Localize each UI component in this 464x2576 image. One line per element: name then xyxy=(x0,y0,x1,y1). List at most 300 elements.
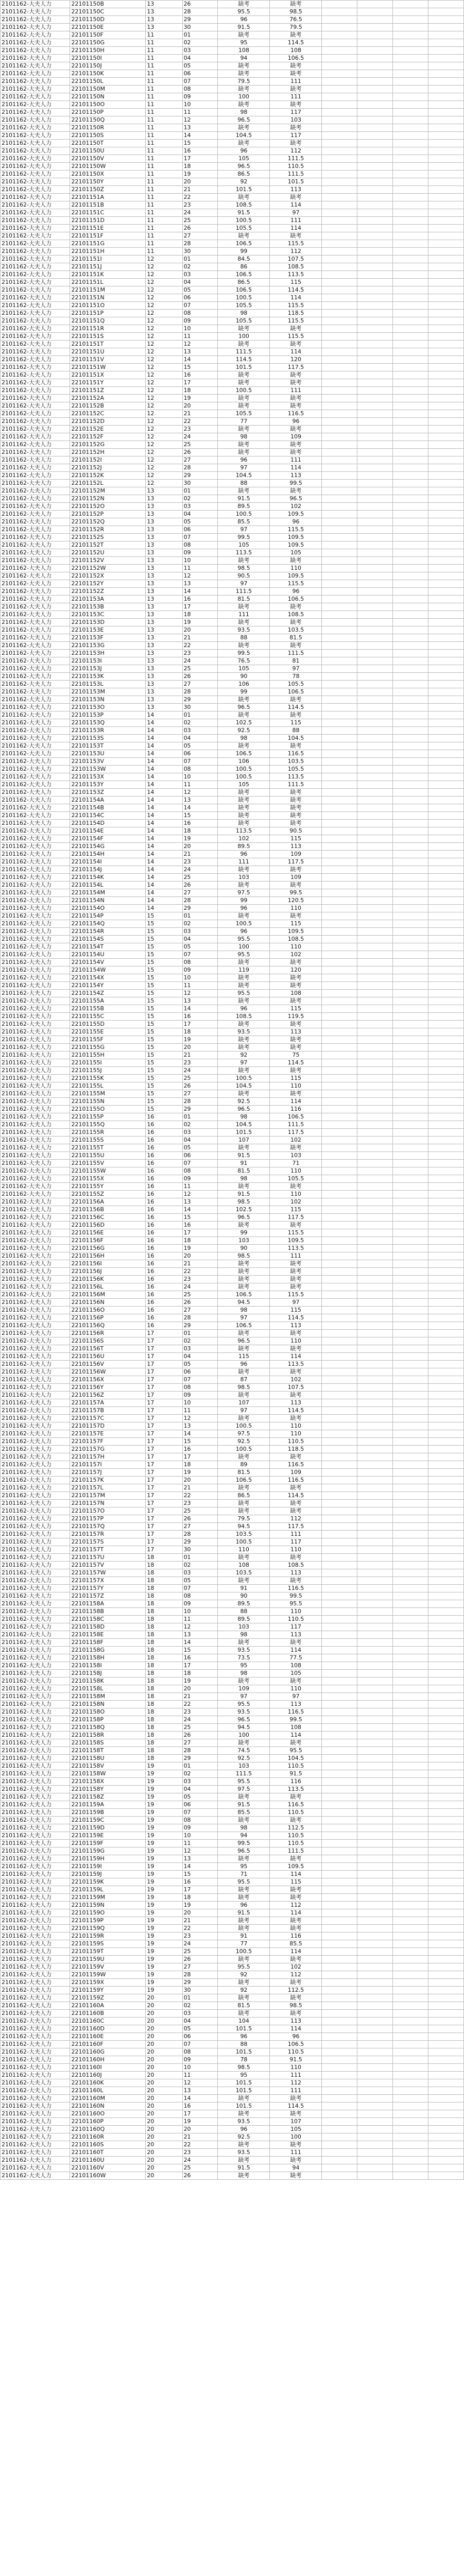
empty-cell[interactable] xyxy=(393,1840,428,1848)
empty-cell[interactable] xyxy=(393,1191,428,1198)
score-1-cell[interactable]: 111.5 xyxy=(218,1770,270,1778)
exam-number-cell[interactable]: 22101150P xyxy=(70,109,146,116)
empty-cell[interactable] xyxy=(428,1477,464,1484)
seat-cell[interactable]: 06 xyxy=(182,1368,218,1376)
empty-cell[interactable] xyxy=(393,526,428,534)
empty-cell[interactable] xyxy=(322,1098,357,1106)
room-cell[interactable]: 12 xyxy=(146,410,182,418)
applicant-cell[interactable]: 2101162-大夫人力 xyxy=(1,997,70,1005)
score-2-cell[interactable]: 113 xyxy=(270,1399,322,1407)
room-cell[interactable]: 19 xyxy=(146,1809,182,1817)
seat-cell[interactable]: 08 xyxy=(182,541,218,549)
empty-cell[interactable] xyxy=(393,1894,428,1902)
empty-cell[interactable] xyxy=(322,1871,357,1878)
empty-cell[interactable] xyxy=(322,31,357,39)
empty-cell[interactable] xyxy=(322,711,357,719)
score-2-cell[interactable]: 114 xyxy=(270,1948,322,1956)
empty-cell[interactable] xyxy=(322,1090,357,1098)
empty-cell[interactable] xyxy=(322,1368,357,1376)
exam-number-cell[interactable]: 22101154J xyxy=(70,866,146,874)
empty-cell[interactable] xyxy=(357,1307,393,1314)
room-cell[interactable]: 15 xyxy=(146,928,182,936)
seat-cell[interactable]: 15 xyxy=(182,812,218,820)
empty-cell[interactable] xyxy=(357,2133,393,2141)
empty-cell[interactable] xyxy=(428,2079,464,2087)
empty-cell[interactable] xyxy=(393,1361,428,1368)
empty-cell[interactable] xyxy=(393,2110,428,2118)
score-1-cell[interactable]: 缺考 xyxy=(218,62,270,70)
empty-cell[interactable] xyxy=(428,882,464,889)
applicant-cell[interactable]: 2101162-大夫人力 xyxy=(1,1191,70,1198)
room-cell[interactable]: 11 xyxy=(146,109,182,116)
score-2-cell[interactable]: 90.5 xyxy=(270,827,322,835)
empty-cell[interactable] xyxy=(393,1237,428,1245)
score-2-cell[interactable]: 108 xyxy=(270,1662,322,1670)
applicant-cell[interactable]: 2101162-大夫人力 xyxy=(1,1546,70,1554)
empty-cell[interactable] xyxy=(428,1052,464,1059)
seat-cell[interactable]: 20 xyxy=(182,1252,218,1260)
empty-cell[interactable] xyxy=(322,766,357,773)
empty-cell[interactable] xyxy=(428,1368,464,1376)
empty-cell[interactable] xyxy=(428,1817,464,1824)
seat-cell[interactable]: 07 xyxy=(182,1809,218,1817)
room-cell[interactable]: 19 xyxy=(146,1987,182,1994)
empty-cell[interactable] xyxy=(322,16,357,24)
empty-cell[interactable] xyxy=(357,1716,393,1724)
empty-cell[interactable] xyxy=(322,1616,357,1623)
empty-cell[interactable] xyxy=(322,1600,357,1608)
empty-cell[interactable] xyxy=(322,1538,357,1546)
exam-number-cell[interactable]: 22101159L xyxy=(70,1886,146,1894)
seat-cell[interactable]: 01 xyxy=(182,487,218,495)
room-cell[interactable]: 13 xyxy=(146,611,182,619)
empty-cell[interactable] xyxy=(357,286,393,294)
exam-number-cell[interactable]: 22101159Z xyxy=(70,1994,146,2002)
empty-cell[interactable] xyxy=(393,572,428,580)
empty-cell[interactable] xyxy=(357,851,393,858)
empty-cell[interactable] xyxy=(322,804,357,812)
seat-cell[interactable]: 11 xyxy=(182,1407,218,1415)
exam-number-cell[interactable]: 22101153Z xyxy=(70,789,146,796)
empty-cell[interactable] xyxy=(428,588,464,596)
room-cell[interactable]: 13 xyxy=(146,588,182,596)
exam-number-cell[interactable]: 22101150R xyxy=(70,124,146,132)
exam-number-cell[interactable]: 22101160W xyxy=(70,2172,146,2180)
empty-cell[interactable] xyxy=(428,2157,464,2164)
empty-cell[interactable] xyxy=(322,626,357,634)
empty-cell[interactable] xyxy=(428,1167,464,1175)
score-1-cell[interactable]: 缺考 xyxy=(218,1036,270,1044)
seat-cell[interactable]: 19 xyxy=(182,2118,218,2126)
room-cell[interactable]: 19 xyxy=(146,1940,182,1948)
score-1-cell[interactable]: 104.5 xyxy=(218,132,270,140)
applicant-cell[interactable]: 2101162-大夫人力 xyxy=(1,78,70,86)
empty-cell[interactable] xyxy=(393,750,428,758)
empty-cell[interactable] xyxy=(393,866,428,874)
empty-cell[interactable] xyxy=(357,232,393,240)
empty-cell[interactable] xyxy=(428,1531,464,1538)
exam-number-cell[interactable]: 22101156Y xyxy=(70,1384,146,1392)
exam-number-cell[interactable]: 22101155B xyxy=(70,1005,146,1013)
applicant-cell[interactable]: 2101162-大夫人力 xyxy=(1,1654,70,1662)
score-1-cell[interactable]: 96 xyxy=(218,1005,270,1013)
empty-cell[interactable] xyxy=(428,279,464,286)
empty-cell[interactable] xyxy=(428,2095,464,2103)
applicant-cell[interactable]: 2101162-大夫人力 xyxy=(1,735,70,742)
score-2-cell[interactable]: 缺考 xyxy=(270,449,322,456)
score-2-cell[interactable]: 112 xyxy=(270,147,322,155)
seat-cell[interactable]: 30 xyxy=(182,24,218,31)
applicant-cell[interactable]: 2101162-大夫人力 xyxy=(1,2133,70,2141)
empty-cell[interactable] xyxy=(322,1392,357,1399)
exam-number-cell[interactable]: 22101155W xyxy=(70,1167,146,1175)
empty-cell[interactable] xyxy=(322,673,357,681)
room-cell[interactable]: 11 xyxy=(146,248,182,256)
applicant-cell[interactable]: 2101162-大夫人力 xyxy=(1,1647,70,1654)
room-cell[interactable]: 17 xyxy=(146,1399,182,1407)
applicant-cell[interactable]: 2101162-大夫人力 xyxy=(1,487,70,495)
exam-number-cell[interactable]: 22101157L xyxy=(70,1484,146,1492)
score-1-cell[interactable]: 缺考 xyxy=(218,642,270,650)
empty-cell[interactable] xyxy=(428,1245,464,1252)
empty-cell[interactable] xyxy=(393,1809,428,1817)
seat-cell[interactable]: 17 xyxy=(182,1662,218,1670)
empty-cell[interactable] xyxy=(322,1,357,8)
room-cell[interactable]: 18 xyxy=(146,1569,182,1577)
room-cell[interactable]: 17 xyxy=(146,1430,182,1438)
empty-cell[interactable] xyxy=(322,464,357,472)
score-1-cell[interactable]: 缺考 xyxy=(218,1183,270,1191)
applicant-cell[interactable]: 2101162-大夫人力 xyxy=(1,217,70,225)
score-1-cell[interactable]: 105 xyxy=(218,781,270,789)
empty-cell[interactable] xyxy=(357,882,393,889)
empty-cell[interactable] xyxy=(357,1175,393,1183)
room-cell[interactable]: 16 xyxy=(146,1222,182,1229)
exam-number-cell[interactable]: 22101156W xyxy=(70,1368,146,1376)
empty-cell[interactable] xyxy=(393,704,428,711)
score-2-cell[interactable]: 114 xyxy=(270,1647,322,1654)
seat-cell[interactable]: 11 xyxy=(182,781,218,789)
empty-cell[interactable] xyxy=(393,464,428,472)
empty-cell[interactable] xyxy=(357,1786,393,1793)
score-1-cell[interactable]: 92 xyxy=(218,1052,270,1059)
exam-number-cell[interactable]: 22101152I xyxy=(70,456,146,464)
empty-cell[interactable] xyxy=(428,1654,464,1662)
applicant-cell[interactable]: 2101162-大夫人力 xyxy=(1,1871,70,1878)
empty-cell[interactable] xyxy=(428,1484,464,1492)
room-cell[interactable]: 12 xyxy=(146,472,182,480)
empty-cell[interactable] xyxy=(428,905,464,912)
seat-cell[interactable]: 24 xyxy=(182,866,218,874)
seat-cell[interactable]: 23 xyxy=(182,858,218,866)
empty-cell[interactable] xyxy=(357,310,393,317)
empty-cell[interactable] xyxy=(428,642,464,650)
seat-cell[interactable]: 24 xyxy=(182,433,218,441)
exam-number-cell[interactable]: 22101159H xyxy=(70,1855,146,1863)
score-1-cell[interactable]: 89.5 xyxy=(218,503,270,511)
empty-cell[interactable] xyxy=(428,1098,464,1106)
score-1-cell[interactable]: 89.5 xyxy=(218,843,270,851)
empty-cell[interactable] xyxy=(428,1917,464,1925)
room-cell[interactable]: 19 xyxy=(146,1778,182,1786)
exam-number-cell[interactable]: 22101153I xyxy=(70,657,146,665)
empty-cell[interactable] xyxy=(322,101,357,109)
score-1-cell[interactable]: 108.5 xyxy=(218,1013,270,1021)
applicant-cell[interactable]: 2101162-大夫人力 xyxy=(1,1361,70,1368)
score-2-cell[interactable]: 112 xyxy=(270,2079,322,2087)
empty-cell[interactable] xyxy=(357,1,393,8)
exam-number-cell[interactable]: 22101158B xyxy=(70,1608,146,1616)
empty-cell[interactable] xyxy=(393,1175,428,1183)
empty-cell[interactable] xyxy=(428,1855,464,1863)
empty-cell[interactable] xyxy=(428,348,464,356)
applicant-cell[interactable]: 2101162-大夫人力 xyxy=(1,186,70,194)
empty-cell[interactable] xyxy=(322,1878,357,1886)
applicant-cell[interactable]: 2101162-大夫人力 xyxy=(1,781,70,789)
score-1-cell[interactable]: 91.5 xyxy=(218,1152,270,1160)
applicant-cell[interactable]: 2101162-大夫人力 xyxy=(1,2010,70,2018)
empty-cell[interactable] xyxy=(357,1963,393,1971)
score-2-cell[interactable]: 105 xyxy=(270,549,322,557)
applicant-cell[interactable]: 2101162-大夫人力 xyxy=(1,2110,70,2118)
empty-cell[interactable] xyxy=(357,209,393,217)
room-cell[interactable]: 12 xyxy=(146,310,182,317)
empty-cell[interactable] xyxy=(393,101,428,109)
seat-cell[interactable]: 25 xyxy=(182,1291,218,1299)
empty-cell[interactable] xyxy=(428,1299,464,1307)
empty-cell[interactable] xyxy=(357,518,393,526)
score-1-cell[interactable]: 缺考 xyxy=(218,194,270,201)
empty-cell[interactable] xyxy=(357,541,393,549)
room-cell[interactable]: 16 xyxy=(146,1276,182,1283)
exam-number-cell[interactable]: 22101158L xyxy=(70,1685,146,1693)
score-2-cell[interactable]: 缺考 xyxy=(270,603,322,611)
empty-cell[interactable] xyxy=(428,1786,464,1793)
empty-cell[interactable] xyxy=(428,789,464,796)
exam-number-cell[interactable]: 22101151H xyxy=(70,248,146,256)
score-2-cell[interactable]: 105.5 xyxy=(270,766,322,773)
score-2-cell[interactable]: 114 xyxy=(270,2025,322,2033)
seat-cell[interactable]: 27 xyxy=(182,1739,218,1747)
applicant-cell[interactable]: 2101162-大夫人力 xyxy=(1,1616,70,1623)
room-cell[interactable]: 19 xyxy=(146,1817,182,1824)
empty-cell[interactable] xyxy=(428,549,464,557)
empty-cell[interactable] xyxy=(357,1191,393,1198)
empty-cell[interactable] xyxy=(322,2025,357,2033)
empty-cell[interactable] xyxy=(428,418,464,426)
seat-cell[interactable]: 15 xyxy=(182,140,218,147)
applicant-cell[interactable]: 2101162-大夫人力 xyxy=(1,248,70,256)
score-2-cell[interactable]: 110.5 xyxy=(270,1762,322,1770)
empty-cell[interactable] xyxy=(357,1577,393,1585)
score-2-cell[interactable]: 97 xyxy=(270,209,322,217)
room-cell[interactable]: 17 xyxy=(146,1345,182,1353)
exam-number-cell[interactable]: 22101153W xyxy=(70,766,146,773)
empty-cell[interactable] xyxy=(428,395,464,402)
empty-cell[interactable] xyxy=(428,155,464,163)
score-1-cell[interactable]: 96.5 xyxy=(218,704,270,711)
score-1-cell[interactable]: 105.5 xyxy=(218,225,270,232)
score-1-cell[interactable]: 97 xyxy=(218,1059,270,1067)
seat-cell[interactable]: 28 xyxy=(182,8,218,16)
empty-cell[interactable] xyxy=(322,132,357,140)
exam-number-cell[interactable]: 22101158W xyxy=(70,1770,146,1778)
applicant-cell[interactable]: 2101162-大夫人力 xyxy=(1,1585,70,1592)
exam-number-cell[interactable]: 22101155J xyxy=(70,1067,146,1075)
empty-cell[interactable] xyxy=(322,2018,357,2025)
room-cell[interactable]: 20 xyxy=(146,2095,182,2103)
empty-cell[interactable] xyxy=(428,1840,464,1848)
room-cell[interactable]: 17 xyxy=(146,1422,182,1430)
empty-cell[interactable] xyxy=(393,1677,428,1685)
seat-cell[interactable]: 29 xyxy=(182,16,218,24)
seat-cell[interactable]: 26 xyxy=(182,449,218,456)
room-cell[interactable]: 13 xyxy=(146,549,182,557)
empty-cell[interactable] xyxy=(393,1793,428,1801)
applicant-cell[interactable]: 2101162-大夫人力 xyxy=(1,1940,70,1948)
seat-cell[interactable]: 16 xyxy=(182,1222,218,1229)
room-cell[interactable]: 15 xyxy=(146,1075,182,1082)
applicant-cell[interactable]: 2101162-大夫人力 xyxy=(1,2164,70,2172)
empty-cell[interactable] xyxy=(428,1106,464,1113)
room-cell[interactable]: 14 xyxy=(146,758,182,766)
empty-cell[interactable] xyxy=(322,665,357,673)
score-2-cell[interactable]: 111 xyxy=(270,93,322,101)
empty-cell[interactable] xyxy=(322,1971,357,1979)
empty-cell[interactable] xyxy=(428,974,464,982)
score-1-cell[interactable]: 113.5 xyxy=(218,549,270,557)
score-1-cell[interactable]: 缺考 xyxy=(218,86,270,93)
score-1-cell[interactable]: 103 xyxy=(218,1237,270,1245)
empty-cell[interactable] xyxy=(322,1994,357,2002)
score-2-cell[interactable]: 111.5 xyxy=(270,171,322,178)
empty-cell[interactable] xyxy=(428,1,464,8)
empty-cell[interactable] xyxy=(357,735,393,742)
seat-cell[interactable]: 26 xyxy=(182,1299,218,1307)
empty-cell[interactable] xyxy=(428,2002,464,2010)
score-1-cell[interactable]: 104.5 xyxy=(218,1082,270,1090)
score-1-cell[interactable]: 98 xyxy=(218,735,270,742)
score-1-cell[interactable]: 缺考 xyxy=(218,1276,270,1283)
applicant-cell[interactable]: 2101162-大夫人力 xyxy=(1,959,70,967)
empty-cell[interactable] xyxy=(393,588,428,596)
score-1-cell[interactable]: 88 xyxy=(218,2041,270,2048)
room-cell[interactable]: 17 xyxy=(146,1515,182,1523)
applicant-cell[interactable]: 2101162-大夫人力 xyxy=(1,1198,70,1206)
seat-cell[interactable]: 13 xyxy=(182,2087,218,2095)
applicant-cell[interactable]: 2101162-大夫人力 xyxy=(1,1878,70,1886)
seat-cell[interactable]: 18 xyxy=(182,1028,218,1036)
empty-cell[interactable] xyxy=(428,1871,464,1878)
score-2-cell[interactable]: 75 xyxy=(270,1052,322,1059)
exam-number-cell[interactable]: 22101159Y xyxy=(70,1987,146,1994)
score-1-cell[interactable]: 94 xyxy=(218,55,270,62)
empty-cell[interactable] xyxy=(428,1538,464,1546)
applicant-cell[interactable]: 2101162-大夫人力 xyxy=(1,727,70,735)
seat-cell[interactable]: 29 xyxy=(182,696,218,704)
empty-cell[interactable] xyxy=(393,1453,428,1461)
score-2-cell[interactable]: 105.5 xyxy=(270,681,322,688)
applicant-cell[interactable]: 2101162-大夫人力 xyxy=(1,1005,70,1013)
room-cell[interactable]: 18 xyxy=(146,1677,182,1685)
score-2-cell[interactable]: 79.5 xyxy=(270,24,322,31)
empty-cell[interactable] xyxy=(428,1677,464,1685)
exam-number-cell[interactable]: 22101158S xyxy=(70,1739,146,1747)
empty-cell[interactable] xyxy=(428,480,464,487)
empty-cell[interactable] xyxy=(357,967,393,974)
seat-cell[interactable]: 16 xyxy=(182,1013,218,1021)
empty-cell[interactable] xyxy=(322,248,357,256)
empty-cell[interactable] xyxy=(428,1036,464,1044)
empty-cell[interactable] xyxy=(357,217,393,225)
empty-cell[interactable] xyxy=(322,905,357,912)
seat-cell[interactable]: 12 xyxy=(182,2079,218,2087)
room-cell[interactable]: 16 xyxy=(146,1175,182,1183)
score-1-cell[interactable]: 90 xyxy=(218,673,270,681)
seat-cell[interactable]: 19 xyxy=(182,835,218,843)
score-1-cell[interactable]: 104.5 xyxy=(218,1121,270,1129)
empty-cell[interactable] xyxy=(357,1778,393,1786)
seat-cell[interactable]: 28 xyxy=(182,1314,218,1322)
score-2-cell[interactable]: 111 xyxy=(270,2149,322,2157)
score-1-cell[interactable]: 101.5 xyxy=(218,364,270,371)
seat-cell[interactable]: 17 xyxy=(182,379,218,387)
seat-cell[interactable]: 30 xyxy=(182,480,218,487)
empty-cell[interactable] xyxy=(393,1701,428,1708)
score-1-cell[interactable]: 86.5 xyxy=(218,171,270,178)
room-cell[interactable]: 13 xyxy=(146,518,182,526)
exam-number-cell[interactable]: 22101151O xyxy=(70,302,146,310)
empty-cell[interactable] xyxy=(322,619,357,626)
seat-cell[interactable]: 11 xyxy=(182,109,218,116)
empty-cell[interactable] xyxy=(428,1585,464,1592)
room-cell[interactable]: 18 xyxy=(146,1600,182,1608)
seat-cell[interactable]: 04 xyxy=(182,55,218,62)
exam-number-cell[interactable]: 22101160F xyxy=(70,2041,146,2048)
seat-cell[interactable]: 09 xyxy=(182,93,218,101)
score-2-cell[interactable]: 缺考 xyxy=(270,1793,322,1801)
seat-cell[interactable]: 01 xyxy=(182,1994,218,2002)
score-2-cell[interactable]: 103 xyxy=(270,1152,322,1160)
empty-cell[interactable] xyxy=(357,2056,393,2064)
score-1-cell[interactable]: 97.5 xyxy=(218,889,270,897)
empty-cell[interactable] xyxy=(357,1569,393,1577)
score-2-cell[interactable]: 111 xyxy=(270,1252,322,1260)
score-2-cell[interactable]: 缺考 xyxy=(270,2172,322,2180)
score-2-cell[interactable]: 109 xyxy=(270,874,322,882)
empty-cell[interactable] xyxy=(322,1747,357,1755)
exam-number-cell[interactable]: 22101154A xyxy=(70,796,146,804)
empty-cell[interactable] xyxy=(428,1407,464,1415)
empty-cell[interactable] xyxy=(393,990,428,997)
exam-number-cell[interactable]: 22101150Y xyxy=(70,178,146,186)
seat-cell[interactable]: 29 xyxy=(182,1979,218,1987)
empty-cell[interactable] xyxy=(357,2172,393,2180)
room-cell[interactable]: 17 xyxy=(146,1392,182,1399)
score-1-cell[interactable]: 缺考 xyxy=(218,820,270,827)
score-2-cell[interactable]: 缺考 xyxy=(270,1222,322,1229)
empty-cell[interactable] xyxy=(357,341,393,348)
empty-cell[interactable] xyxy=(322,796,357,804)
empty-cell[interactable] xyxy=(393,480,428,487)
empty-cell[interactable] xyxy=(428,1090,464,1098)
score-2-cell[interactable]: 113 xyxy=(270,1028,322,1036)
room-cell[interactable]: 15 xyxy=(146,1052,182,1059)
empty-cell[interactable] xyxy=(393,711,428,719)
empty-cell[interactable] xyxy=(322,109,357,116)
room-cell[interactable]: 19 xyxy=(146,1832,182,1840)
applicant-cell[interactable]: 2101162-大夫人力 xyxy=(1,341,70,348)
